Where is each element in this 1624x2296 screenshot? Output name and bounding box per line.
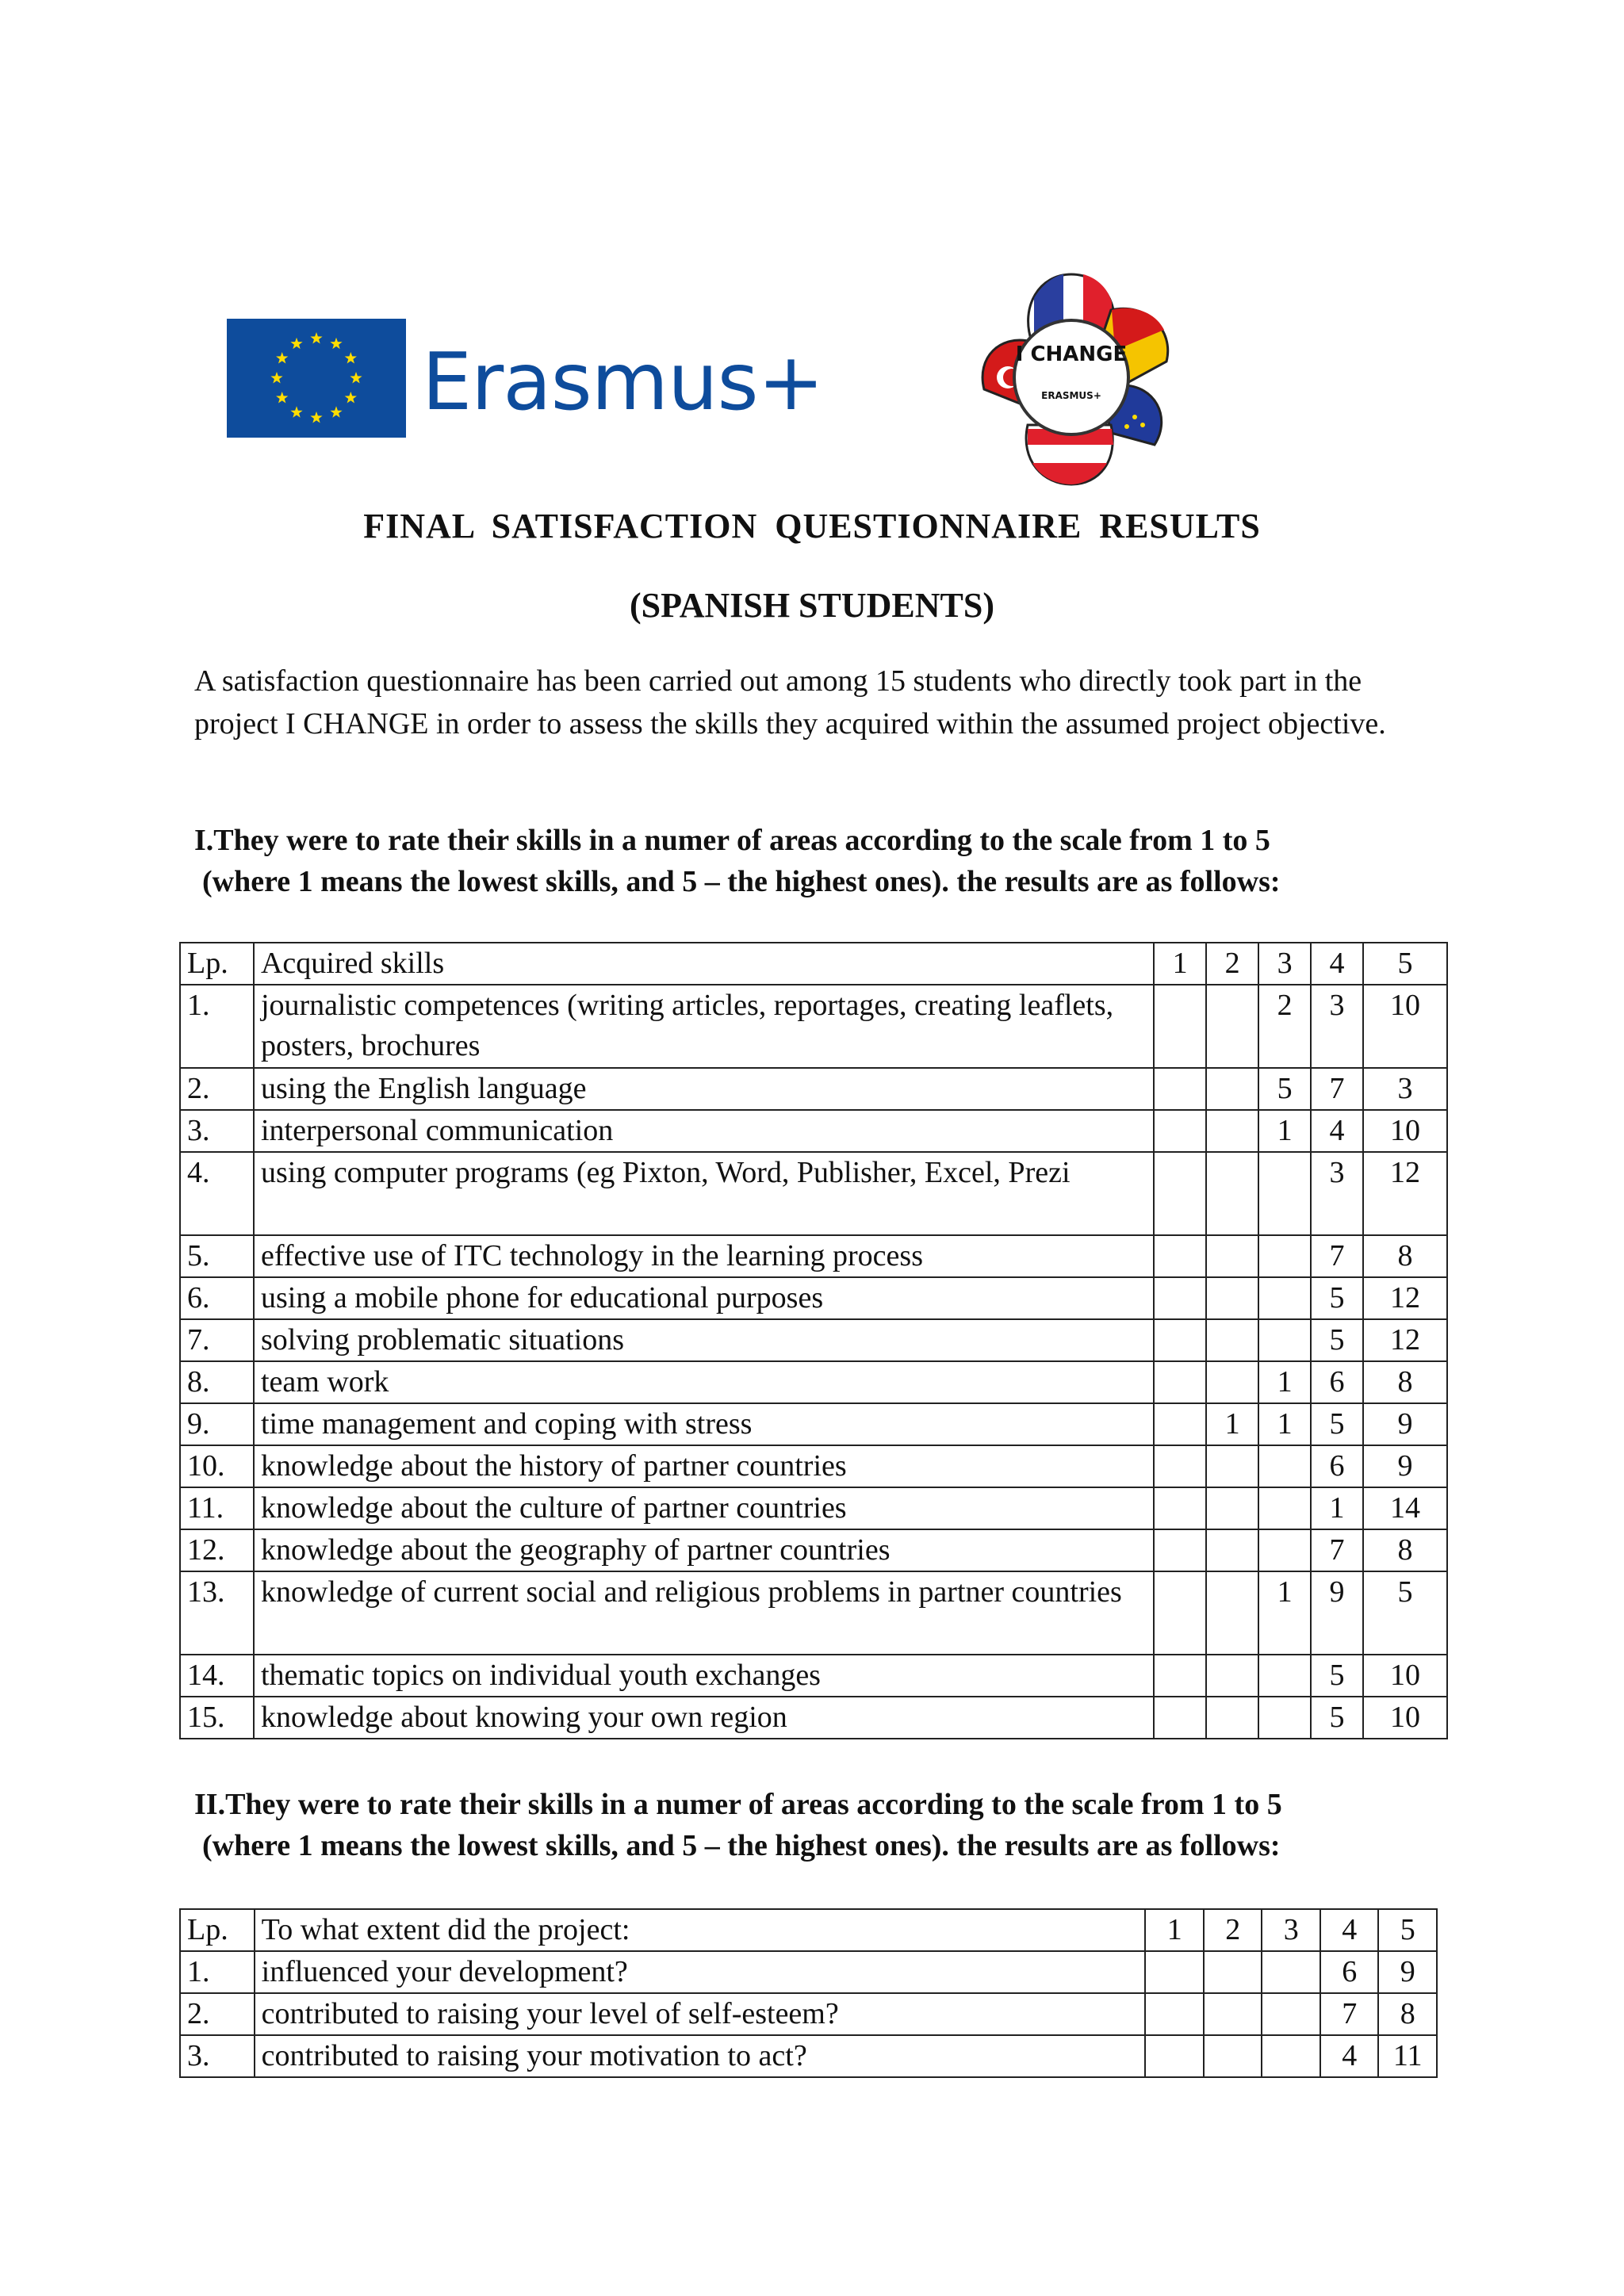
count-cell: 14	[1363, 1487, 1447, 1529]
count-cell: 9	[1363, 1403, 1447, 1445]
item-cell: team work	[254, 1361, 1154, 1403]
table-row	[180, 1235, 1447, 1277]
row-number-cell: 14.	[180, 1655, 254, 1697]
count-cell	[1154, 1361, 1206, 1403]
count-cell	[1154, 1319, 1206, 1361]
count-cell: 6	[1320, 1951, 1379, 1993]
section-2-heading-line-2: (where 1 means the lowest skills, and 5 – the highest ones). the results are as follows:	[202, 1829, 1281, 1862]
header-cell: 3	[1262, 1909, 1320, 1951]
row-number-cell: 1.	[180, 985, 254, 1068]
count-cell: 3	[1363, 1068, 1447, 1110]
count-cell	[1206, 1571, 1258, 1655]
logos-row	[227, 266, 1416, 496]
row-number-cell: 4.	[180, 1152, 254, 1235]
count-cell	[1258, 1529, 1311, 1571]
table-row	[180, 985, 1447, 1068]
count-cell: 12	[1363, 1152, 1447, 1235]
count-cell	[1206, 1361, 1258, 1403]
section-1-heading-line-1: I.They were to rate their skills in a numer of areas according to the scale from 1 to 5	[194, 824, 1270, 857]
count-cell	[1206, 1319, 1258, 1361]
count-cell: 4	[1320, 2035, 1379, 2077]
count-cell: 6	[1311, 1361, 1363, 1403]
item-cell: influenced your development?	[255, 1951, 1146, 1993]
header-cell: Acquired skills	[254, 943, 1154, 985]
count-cell: 2	[1258, 985, 1311, 1068]
row-number-cell: 12.	[180, 1529, 254, 1571]
row-number-cell: 3.	[180, 1110, 254, 1152]
table-row	[180, 1445, 1447, 1487]
count-cell: 7	[1311, 1529, 1363, 1571]
table-row	[180, 1487, 1447, 1529]
row-number-cell: 6.	[180, 1277, 254, 1319]
item-cell: knowledge about the geography of partner countries	[254, 1529, 1154, 1571]
count-cell	[1206, 1487, 1258, 1529]
header-cell: 4	[1320, 1909, 1379, 1951]
item-cell: using computer programs (eg Pixton, Word, Publisher, Excel, Prezi	[254, 1152, 1154, 1235]
count-cell	[1154, 1529, 1206, 1571]
count-cell	[1206, 1445, 1258, 1487]
count-cell	[1206, 1110, 1258, 1152]
header-cell: Lp.	[180, 943, 254, 985]
table-row	[180, 2035, 1437, 2077]
skills-results-table	[179, 942, 1448, 1739]
count-cell: 12	[1363, 1277, 1447, 1319]
count-cell	[1258, 1697, 1311, 1739]
intro-paragraph: A satisfaction questionnaire has been carried out among 15 students who directly took part in the project I CHANGE in order to assess the skills they acquired within the assumed project objective.	[194, 664, 1386, 740]
table-row	[180, 1697, 1447, 1739]
item-cell: using the English language	[254, 1068, 1154, 1110]
count-cell	[1258, 1487, 1311, 1529]
count-cell: 10	[1363, 985, 1447, 1068]
count-cell	[1154, 1068, 1206, 1110]
item-cell: interpersonal communication	[254, 1110, 1154, 1152]
table-row	[180, 1152, 1447, 1235]
section-1-heading-line-2: (where 1 means the lowest skills, and 5 – the highest ones). the results are as follows:	[202, 865, 1281, 898]
header-cell: 2	[1206, 943, 1258, 985]
item-cell: solving problematic situations	[254, 1319, 1154, 1361]
count-cell	[1145, 1993, 1204, 2035]
count-cell: 8	[1378, 1993, 1437, 2035]
count-cell	[1206, 1529, 1258, 1571]
item-cell: time management and coping with stress	[254, 1403, 1154, 1445]
page-subtitle: (SPANISH STUDENTS)	[629, 586, 995, 625]
item-cell: contributed to raising your motivation to act?	[255, 2035, 1146, 2077]
row-number-cell: 13.	[180, 1571, 254, 1655]
table-header-row	[180, 943, 1447, 985]
header-cell: 5	[1378, 1909, 1437, 1951]
item-cell: knowledge about the culture of partner countries	[254, 1487, 1154, 1529]
count-cell: 10	[1363, 1110, 1447, 1152]
count-cell	[1145, 1951, 1204, 1993]
header-cell: 1	[1145, 1909, 1204, 1951]
count-cell	[1154, 1235, 1206, 1277]
count-cell: 9	[1363, 1445, 1447, 1487]
count-cell: 4	[1311, 1110, 1363, 1152]
count-cell: 5	[1311, 1319, 1363, 1361]
table-row	[180, 1068, 1447, 1110]
row-number-cell: 10.	[180, 1445, 254, 1487]
count-cell: 5	[1311, 1697, 1363, 1739]
count-cell	[1258, 1152, 1311, 1235]
count-cell	[1258, 1319, 1311, 1361]
item-cell: knowledge of current social and religious problems in partner countries	[254, 1571, 1154, 1655]
row-number-cell: 2.	[180, 1993, 255, 2035]
count-cell: 6	[1311, 1445, 1363, 1487]
count-cell	[1154, 1403, 1206, 1445]
count-cell: 7	[1311, 1235, 1363, 1277]
page-title: FINAL SATISFACTION QUESTIONNAIRE RESULTS	[363, 507, 1261, 545]
count-cell	[1204, 1951, 1262, 1993]
count-cell: 1	[1258, 1571, 1311, 1655]
count-cell: 8	[1363, 1361, 1447, 1403]
count-cell: 7	[1320, 1993, 1379, 2035]
table-row	[180, 1319, 1447, 1361]
count-cell: 8	[1363, 1235, 1447, 1277]
count-cell: 1	[1258, 1403, 1311, 1445]
table-row	[180, 1361, 1447, 1403]
count-cell: 8	[1363, 1529, 1447, 1571]
ichange-flower-logo	[964, 266, 1178, 488]
count-cell: 1	[1258, 1361, 1311, 1403]
item-cell: thematic topics on individual youth exchanges	[254, 1655, 1154, 1697]
count-cell: 7	[1311, 1068, 1363, 1110]
count-cell	[1145, 2035, 1204, 2077]
section-1-heading	[194, 820, 1463, 902]
row-number-cell: 5.	[180, 1235, 254, 1277]
count-cell: 5	[1311, 1655, 1363, 1697]
count-cell	[1258, 1445, 1311, 1487]
ichange-sublabel: ERASMUS+	[1041, 390, 1101, 401]
count-cell	[1204, 1993, 1262, 2035]
row-number-cell: 3.	[180, 2035, 255, 2077]
item-cell: knowledge about the history of partner countries	[254, 1445, 1154, 1487]
erasmus-wordmark: Erasmus+	[422, 335, 824, 428]
header-cell: Lp.	[180, 1909, 255, 1951]
row-number-cell: 7.	[180, 1319, 254, 1361]
count-cell	[1154, 1697, 1206, 1739]
count-cell: 3	[1311, 985, 1363, 1068]
count-cell	[1206, 1277, 1258, 1319]
count-cell	[1154, 1152, 1206, 1235]
count-cell	[1154, 1487, 1206, 1529]
count-cell: 10	[1363, 1697, 1447, 1739]
row-number-cell: 2.	[180, 1068, 254, 1110]
count-cell	[1258, 1277, 1311, 1319]
count-cell	[1206, 985, 1258, 1068]
header-cell: 2	[1204, 1909, 1262, 1951]
count-cell	[1154, 1277, 1206, 1319]
section-2-heading-line-1: II.They were to rate their skills in a numer of areas according to the scale from 1 to 5	[194, 1788, 1282, 1821]
count-cell	[1206, 1152, 1258, 1235]
count-cell	[1154, 1445, 1206, 1487]
table-row	[180, 1993, 1437, 2035]
header-cell: 5	[1363, 943, 1447, 985]
row-number-cell: 9.	[180, 1403, 254, 1445]
count-cell	[1262, 2035, 1320, 2077]
count-cell	[1204, 2035, 1262, 2077]
table-row	[180, 1403, 1447, 1445]
count-cell	[1206, 1068, 1258, 1110]
count-cell	[1262, 1993, 1320, 2035]
table-row	[180, 1951, 1437, 1993]
table-row	[180, 1571, 1447, 1655]
count-cell	[1206, 1697, 1258, 1739]
header-cell: 1	[1154, 943, 1206, 985]
count-cell	[1258, 1655, 1311, 1697]
eu-flag-logo	[227, 319, 406, 438]
count-cell	[1154, 1655, 1206, 1697]
row-number-cell: 15.	[180, 1697, 254, 1739]
count-cell: 1	[1258, 1110, 1311, 1152]
item-cell: knowledge about knowing your own region	[254, 1697, 1154, 1739]
count-cell: 9	[1311, 1571, 1363, 1655]
count-cell	[1206, 1655, 1258, 1697]
header-cell: 3	[1258, 943, 1311, 985]
row-number-cell: 8.	[180, 1361, 254, 1403]
count-cell: 3	[1311, 1152, 1363, 1235]
count-cell: 5	[1311, 1403, 1363, 1445]
row-number-cell: 1.	[180, 1951, 255, 1993]
count-cell	[1154, 1110, 1206, 1152]
item-cell: contributed to raising your level of self-esteem?	[255, 1993, 1146, 2035]
count-cell: 1	[1311, 1487, 1363, 1529]
count-cell: 5	[1311, 1277, 1363, 1319]
count-cell	[1258, 1235, 1311, 1277]
count-cell: 5	[1363, 1571, 1447, 1655]
ichange-label: I CHANGE	[1015, 342, 1128, 366]
table-row	[180, 1529, 1447, 1571]
header-cell: 4	[1311, 943, 1363, 985]
count-cell: 1	[1206, 1403, 1258, 1445]
header-cell: To what extent did the project:	[255, 1909, 1146, 1951]
count-cell: 12	[1363, 1319, 1447, 1361]
count-cell	[1154, 1571, 1206, 1655]
count-cell: 11	[1378, 2035, 1437, 2077]
table-row	[180, 1655, 1447, 1697]
count-cell: 5	[1258, 1068, 1311, 1110]
table-row	[180, 1277, 1447, 1319]
count-cell	[1154, 985, 1206, 1068]
item-cell: using a mobile phone for educational purposes	[254, 1277, 1154, 1319]
count-cell	[1206, 1235, 1258, 1277]
table-row	[180, 1110, 1447, 1152]
item-cell: effective use of ITC technology in the learning process	[254, 1235, 1154, 1277]
count-cell: 9	[1378, 1951, 1437, 1993]
section-2-heading	[194, 1784, 1463, 1866]
item-cell: journalistic competences (writing articles, reportages, creating leaflets, posters, brochures	[254, 985, 1154, 1068]
table-header-row	[180, 1909, 1437, 1951]
project-impact-table	[179, 1908, 1438, 2078]
count-cell: 10	[1363, 1655, 1447, 1697]
count-cell	[1262, 1951, 1320, 1993]
row-number-cell: 11.	[180, 1487, 254, 1529]
